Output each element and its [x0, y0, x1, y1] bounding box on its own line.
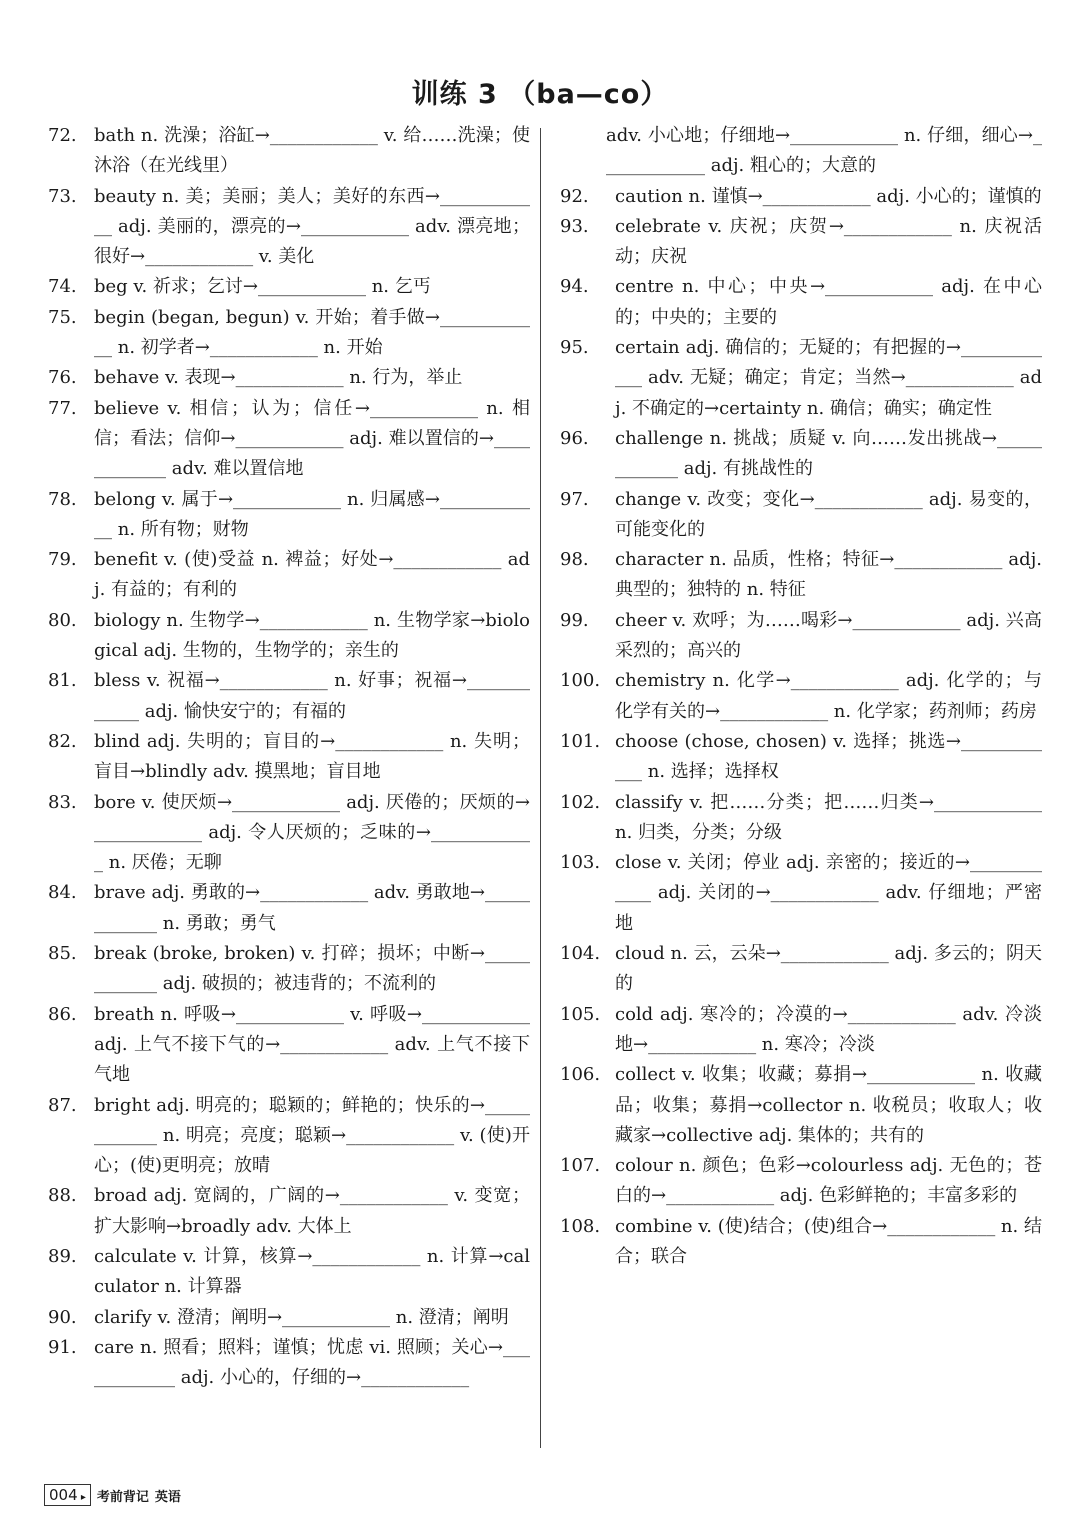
entry-text: bore v. 使厌烦→____________ adj. 厌倦的；厌烦的→____________ adj. 令人厌烦的；乏味的→____________ n. 厌倦；无聊 [94, 791, 530, 874]
left-column [48, 121, 530, 1393]
vocab-entry [560, 1151, 1042, 1212]
entry-text: adv. 小心地；仔细地→____________ n. 仔细，细心→____________ adj. 粗心的；大意的 [606, 125, 1042, 177]
vocab-entry [560, 121, 1042, 182]
entry-number: 74. [48, 276, 77, 298]
vocab-entry [560, 1000, 1042, 1061]
page-footer [44, 1484, 181, 1506]
vocab-entry [560, 606, 1042, 667]
entry-number: 94. [560, 276, 589, 298]
entry-text: change v. 改变；变化→____________ adj. 易变的，可能变化的 [615, 488, 1042, 540]
right-column [560, 121, 1042, 1272]
entry-number: 108. [560, 1215, 601, 1237]
entry-text: beauty n. 美；美丽；美人；美好的东西→____________ adj. 美丽的，漂亮的→____________ adv. 漂亮地；很好→____________ v. 美化 [94, 185, 530, 268]
entry-number: 89. [48, 1245, 77, 1267]
entry-number: 78. [48, 488, 77, 510]
entry-text: benefit v. (使)受益 n. 裨益；好处→____________ adj. 有益的；有利的 [94, 549, 530, 601]
entry-text: cheer v. 欢呼；为……喝彩→____________ adj. 兴高采烈的；高兴的 [615, 609, 1042, 662]
entry-text: break (broke, broken) v. 打碎；损坏；中断→____________ adj. 破损的；被违背的；不流利的 [94, 943, 530, 995]
entry-number: 100. [560, 670, 601, 692]
entry-number: 103. [560, 852, 601, 874]
entry-number: 97. [560, 488, 589, 510]
page-number-text: 004 [49, 1486, 78, 1504]
entry-text: certain adj. 确信的；无疑的；有把握的→____________ adv. 无疑；确定；肯定；当然→____________ adj. 不确定的→certainty n. 确信；确实；确定性 [615, 337, 1042, 419]
vocab-entry [48, 788, 530, 879]
vocab-entry [560, 788, 1042, 849]
vocab-entry [560, 1060, 1042, 1151]
vocab-entry [48, 1000, 530, 1091]
vocab-entry [48, 1242, 530, 1303]
entry-number: 72. [48, 125, 77, 146]
subject-label: 英语 [154, 1489, 181, 1505]
entry-number: 105. [560, 1003, 601, 1025]
vocab-entry [560, 182, 1042, 212]
entry-text: bright adj. 明亮的；聪颖的；鲜艳的；快乐的→____________ n. 明亮；亮度；聪颖→____________ v. (使)开心；(使)更明亮；放晴 [94, 1094, 530, 1177]
vocab-entry [48, 1333, 530, 1394]
vocab-entry [560, 1212, 1042, 1273]
entry-number: 84. [48, 882, 77, 904]
vocab-entry [560, 212, 1042, 273]
vocab-entry [48, 939, 530, 1000]
vocab-entry [560, 939, 1042, 1000]
vocab-entry [48, 272, 530, 302]
vocab-entry [48, 1303, 530, 1333]
vocab-entry [48, 1181, 530, 1242]
vocab-entry [48, 545, 530, 606]
entry-text: choose (chose, chosen) v. 选择；挑选→____________ n. 选择；选择权 [615, 730, 1042, 783]
entry-number: 101. [560, 730, 601, 752]
entry-number: 93. [560, 215, 589, 237]
entry-text: combine v. (使)结合；(使)组合→____________ n. 结合；联合 [615, 1215, 1042, 1267]
entry-number: 79. [48, 549, 77, 571]
entry-number: 83. [48, 791, 77, 813]
entry-text: calculate v. 计算，核算→____________ n. 计算→calculator n. 计算器 [94, 1245, 530, 1298]
entry-text: cloud n. 云，云朵→____________ adj. 多云的；阴天的 [615, 943, 1042, 995]
entry-number: 99. [560, 609, 589, 631]
entry-number: 81. [48, 670, 77, 692]
vocab-entry [560, 272, 1042, 333]
entry-number: 75. [48, 306, 77, 328]
entry-text: beg v. 祈求；乞讨→____________ n. 乞丐 [94, 276, 431, 298]
vocab-entry [48, 485, 530, 546]
entry-number: 92. [560, 185, 589, 207]
entry-text: close v. 关闭；停业 adj. 亲密的；接近的→____________ adj. 关闭的→____________ adv. 仔细地；严密地 [615, 852, 1042, 934]
entry-text: broad adj. 宽阔的，广阔的→____________ v. 变宽；扩大影响→broadly adv. 大体上 [94, 1185, 530, 1237]
vocab-entry [48, 363, 530, 393]
entry-number: 77. [48, 397, 77, 419]
entry-text: character n. 品质，性格；特征→____________ adj. 典型的；独特的 n. 特征 [615, 549, 1042, 601]
entry-text: biology n. 生物学→____________ n. 生物学家→biological adj. 生物的，生物学的；亲生的 [94, 609, 530, 662]
book-title: 考前背记 [96, 1489, 149, 1505]
entry-number: 91. [48, 1336, 77, 1358]
entry-text: breath n. 呼吸→____________ v. 呼吸→____________ adj. 上气不接下气的→____________ adv. 上气不接下气地 [94, 1003, 530, 1086]
entry-number: 86. [48, 1003, 77, 1025]
column-divider [540, 128, 541, 1448]
entry-text: care n. 照看；照料；谨慎；忧虑 vi. 照顾；关心→____________ adj. 小心的，仔细的→____________ [94, 1336, 530, 1389]
entry-text: colour n. 颜色；色彩→colourless adj. 无色的；苍白的→____________ adj. 色彩鲜艳的；丰富多彩的 [615, 1155, 1042, 1207]
entry-text: belong v. 属于→____________ n. 归属感→____________ n. 所有物；财物 [94, 488, 530, 540]
entry-text: centre n. 中心；中央→____________ adj. 在中心的；中央的；主要的 [615, 276, 1042, 328]
entry-text: bath n. 洗澡；浴缸→____________ v. 给……洗澡；使沐浴（在光线里） [94, 125, 530, 177]
vocab-entry [560, 333, 1042, 424]
entry-text: bless v. 祝福→____________ n. 好事；祝福→____________ adj. 愉快安宁的；有福的 [94, 670, 530, 722]
vocab-entry [48, 121, 530, 182]
vocab-entry [48, 182, 530, 273]
entry-text: behave v. 表现→____________ n. 行为，举止 [94, 367, 463, 389]
entry-text: challenge n. 挑战；质疑 v. 向……发出挑战→____________ adj. 有挑战性的 [615, 427, 1042, 480]
entry-number: 95. [560, 337, 589, 359]
vocab-entry [48, 1091, 530, 1182]
entry-number: 106. [560, 1064, 601, 1086]
vocab-entry [48, 606, 530, 667]
vocab-entry [560, 545, 1042, 606]
entry-text: classify v. 把……分类；把……归类→____________ n. 归类，分类；分级 [615, 791, 1042, 843]
entry-number: 80. [48, 609, 77, 631]
vocab-entry [48, 394, 530, 485]
play-arrow-icon: ▸ [77, 1492, 86, 1503]
entry-text: collect v. 收集；收藏；募捐→____________ n. 收藏品；收集；募捐→collector n. 收税员；收取人；收藏家→collective adj. 集体的；共有的 [615, 1064, 1042, 1146]
entry-text: chemistry n. 化学→____________ adj. 化学的；与化学有关的→____________ n. 化学家；药剂师；药房 [615, 670, 1042, 722]
entry-number: 85. [48, 943, 77, 965]
entry-number: 96. [560, 427, 589, 449]
entry-number: 104. [560, 943, 601, 965]
entry-number: 73. [48, 185, 77, 207]
vocab-entry [48, 878, 530, 939]
entry-text: clarify v. 澄清；阐明→____________ n. 澄清；阐明 [94, 1306, 509, 1328]
vocab-entry [48, 666, 530, 727]
entry-number: 98. [560, 549, 589, 571]
entry-number: 107. [560, 1155, 601, 1177]
entry-number: 102. [560, 791, 601, 813]
entry-text: celebrate v. 庆祝；庆贺→____________ n. 庆祝活动；庆祝 [615, 215, 1042, 268]
vocab-entry [560, 848, 1042, 939]
entry-text: believe v. 相信；认为；信任→____________ n. 相信；看法；信仰→____________ adj. 难以置信的→____________ adv. 难以置信地 [94, 397, 530, 480]
vocab-entry [560, 424, 1042, 485]
entry-text: cold adj. 寒冷的；冷漠的→____________ adv. 冷淡地→____________ n. 寒冷；冷淡 [615, 1003, 1042, 1055]
vocab-entry [560, 727, 1042, 788]
entry-number: 90. [48, 1306, 77, 1328]
entry-number: 76. [48, 367, 77, 389]
page-number [44, 1484, 91, 1506]
vocab-entry [48, 727, 530, 788]
entry-number: 88. [48, 1185, 77, 1207]
vocab-entry [48, 303, 530, 364]
entry-number: 87. [48, 1094, 77, 1116]
entry-text: begin (began, begun) v. 开始；着手做→____________ n. 初学者→____________ n. 开始 [94, 306, 530, 359]
entry-text: brave adj. 勇敢的→____________ adv. 勇敢地→____________ n. 勇敢；勇气 [94, 882, 530, 934]
entry-number: 82. [48, 730, 77, 752]
vocab-entry [560, 666, 1042, 727]
entry-text: blind adj. 失明的；盲目的→____________ n. 失明；盲目→blindly adv. 摸黑地；盲目地 [94, 730, 530, 783]
vocab-entry [560, 485, 1042, 546]
entry-text: caution n. 谨慎→____________ adj. 小心的；谨慎的 [615, 185, 1042, 207]
page-title: 训练 3 （ba—co） [411, 79, 669, 110]
